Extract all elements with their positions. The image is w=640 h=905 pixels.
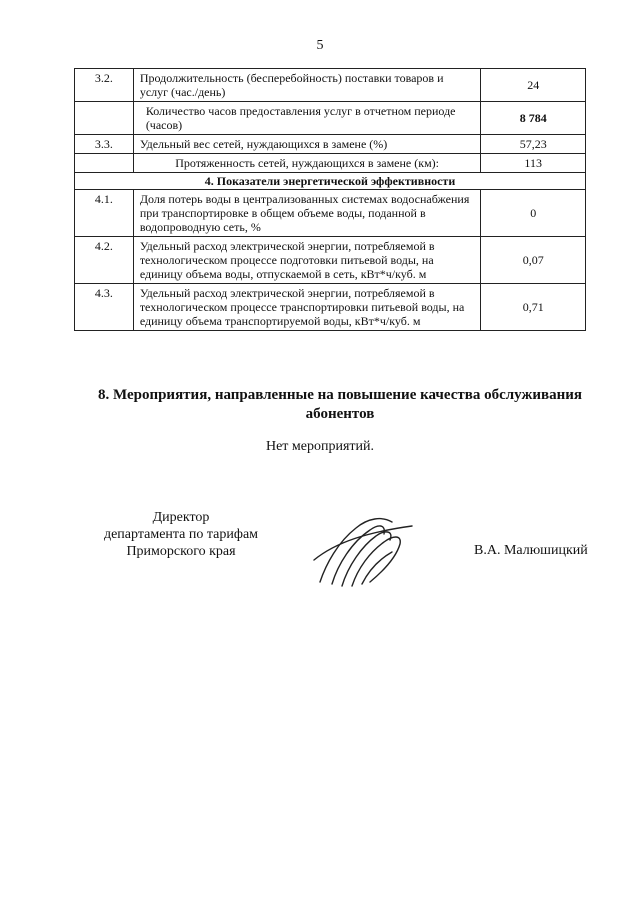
position-line: Приморского края [126, 544, 236, 559]
row-value: 0 [481, 190, 586, 237]
table-row [75, 190, 586, 237]
signature-stroke [314, 526, 412, 560]
table-row [75, 154, 586, 173]
no-measures-note: Нет мероприятий. [265, 439, 375, 454]
row-description: Удельный расход электрической энергии, потребляемой в технологическом процессе подготовки питьевой воды, на единицу объема воды, отпускаемой в сеть, кВт*ч/куб. м [133, 237, 481, 284]
table-row [75, 237, 586, 284]
position-line: департамента по тарифам [103, 527, 259, 542]
page-number: 5 [316, 38, 324, 53]
row-description: Удельный расход электрической энергии, потребляемой в технологическом процессе транспортировки питьевой воды, на единицу объема транспортируемой воды, кВт*ч/куб. м [133, 284, 481, 331]
position-line: Директор [152, 510, 210, 525]
row-number: 4.2. [75, 237, 134, 284]
row-description: Количество часов предоставления услуг в отчетном периоде (часов) [133, 102, 481, 135]
row-number: 3.3. [75, 135, 134, 154]
handwritten-signature [312, 512, 416, 588]
row-description: Продолжительность (бесперебойность) поставки товаров и услуг (час./день) [133, 69, 481, 102]
signatory-name: В.А. Малюшицкий [474, 543, 588, 558]
row-description: Протяженность сетей, нуждающихся в замене (км): [133, 154, 481, 173]
table-row [75, 102, 586, 135]
section-8-heading: 8. Мероприятия, направленные на повышение качества обслуживания абонентов [97, 387, 582, 422]
row-value: 0,07 [481, 237, 586, 284]
section-header-row [75, 173, 586, 190]
row-value: 24 [481, 69, 586, 102]
table-row [75, 69, 586, 102]
row-number: 4.1. [75, 190, 134, 237]
row-value: 57,23 [481, 135, 586, 154]
signature-stroke [362, 552, 392, 584]
table-row [75, 135, 586, 154]
row-number: 4.3. [75, 284, 134, 331]
row-number [75, 154, 134, 173]
row-value: 0,71 [481, 284, 586, 331]
row-value: 8 784 [481, 102, 586, 135]
row-description: Удельный вес сетей, нуждающихся в замене (%) [133, 135, 481, 154]
signatory-position [86, 509, 276, 560]
signature-stroke [352, 537, 400, 586]
row-number: 3.2. [75, 69, 134, 102]
section-title: 4. Показатели энергетической эффективности [75, 173, 586, 190]
indicators-table [74, 68, 586, 331]
table-row [75, 284, 586, 331]
row-number [75, 102, 134, 135]
row-value: 113 [481, 154, 586, 173]
row-description: Доля потерь воды в централизованных системах водоснабжения при транспортировке в общем объеме воды, поданной в водопроводную сеть, % [133, 190, 481, 237]
